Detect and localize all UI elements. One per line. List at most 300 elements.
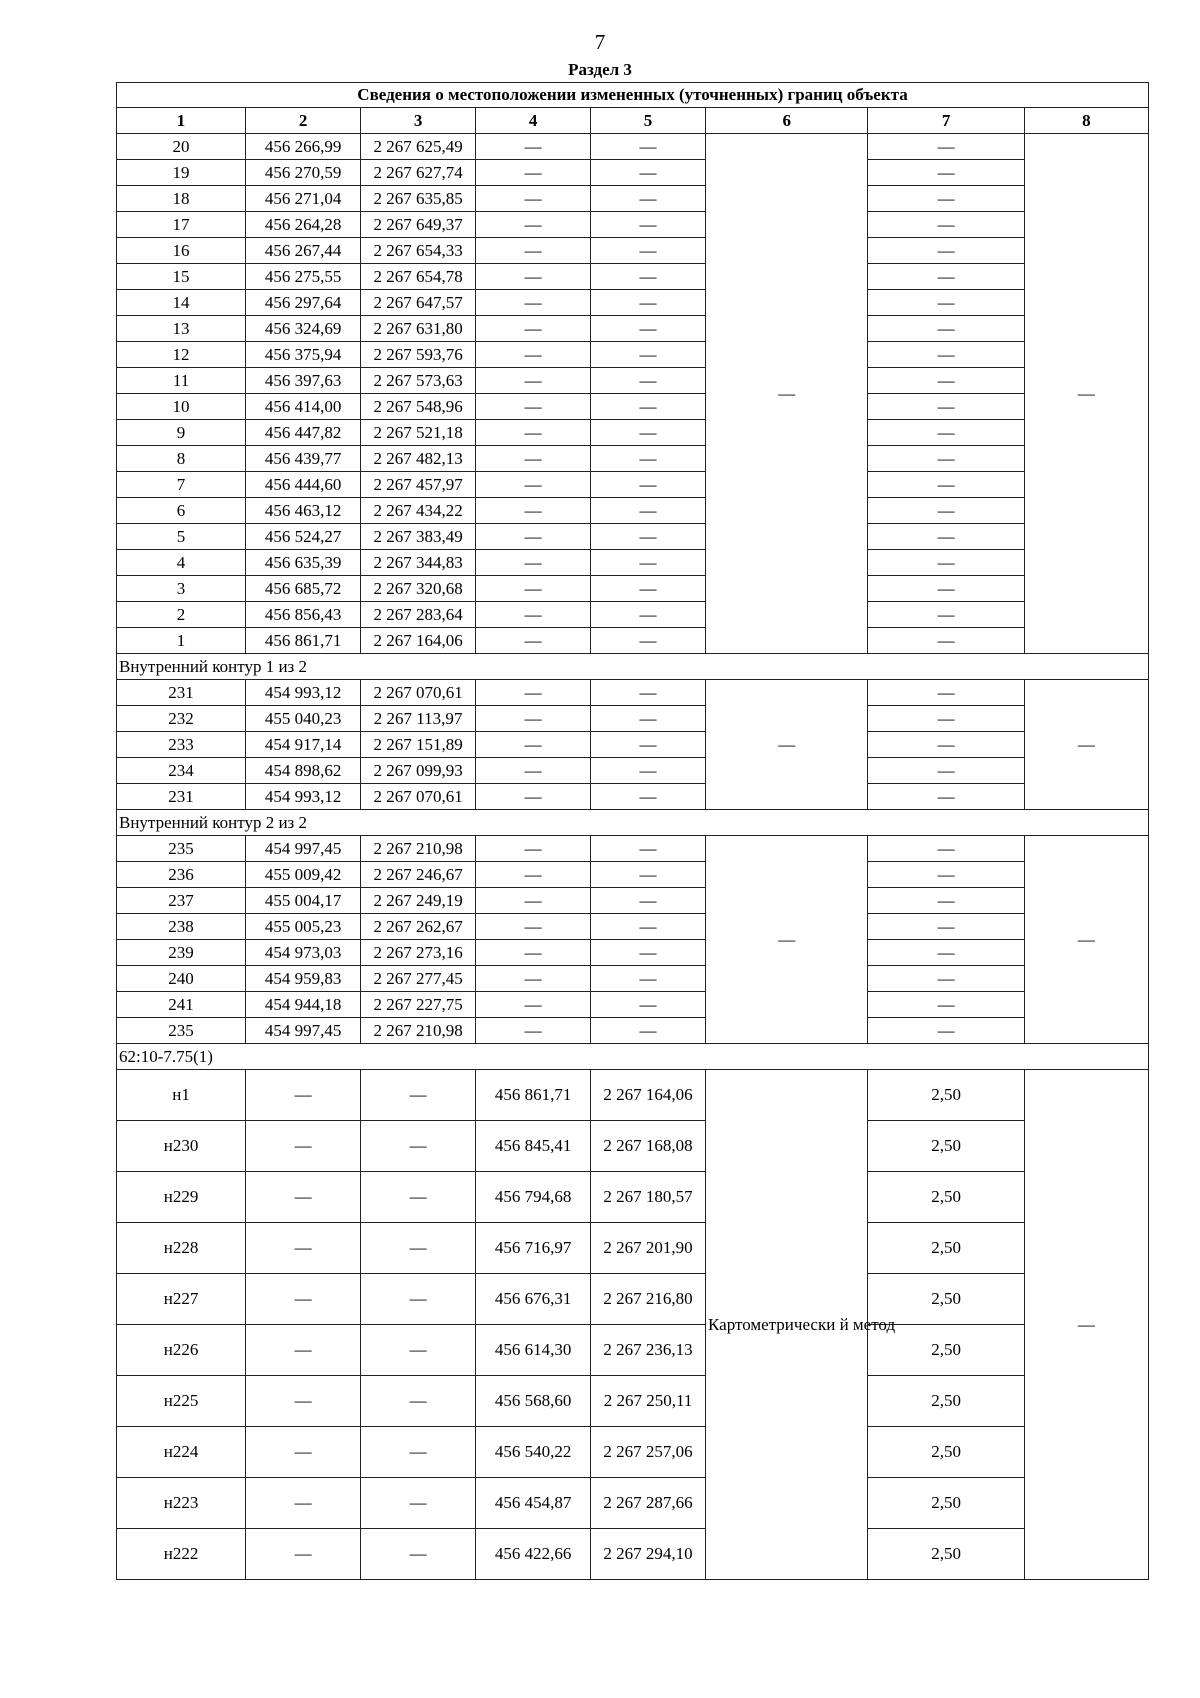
table-row bbox=[117, 706, 1149, 732]
new-x: 456 861,71 bbox=[476, 1070, 591, 1121]
new-x: — bbox=[476, 368, 591, 394]
new-x: — bbox=[476, 784, 591, 810]
table-row bbox=[117, 966, 1149, 992]
table-row bbox=[117, 1274, 1149, 1325]
existing-x: 454 944,18 bbox=[246, 992, 361, 1018]
new-x: 456 422,66 bbox=[476, 1529, 591, 1580]
accuracy-cell: — bbox=[868, 888, 1024, 914]
point-number: 18 bbox=[117, 186, 246, 212]
table-row bbox=[117, 394, 1149, 420]
new-y: 2 267 164,06 bbox=[591, 1070, 706, 1121]
accuracy-cell: — bbox=[868, 966, 1024, 992]
new-x: — bbox=[476, 524, 591, 550]
accuracy-cell: — bbox=[868, 160, 1024, 186]
method-cell: — bbox=[706, 680, 868, 810]
existing-y: 2 267 593,76 bbox=[361, 342, 476, 368]
existing-x: 454 997,45 bbox=[246, 1018, 361, 1044]
existing-x: 455 040,23 bbox=[246, 706, 361, 732]
existing-x: 456 275,55 bbox=[246, 264, 361, 290]
existing-y: 2 267 434,22 bbox=[361, 498, 476, 524]
existing-x: — bbox=[246, 1121, 361, 1172]
existing-x: 456 324,69 bbox=[246, 316, 361, 342]
point-number: 235 bbox=[117, 836, 246, 862]
section-title: Раздел 3 bbox=[568, 60, 632, 79]
accuracy-cell: — bbox=[868, 134, 1024, 160]
table-row bbox=[117, 1529, 1149, 1580]
new-x: — bbox=[476, 966, 591, 992]
point-number: н226 bbox=[117, 1325, 246, 1376]
existing-y: — bbox=[361, 1325, 476, 1376]
existing-x: 454 997,45 bbox=[246, 836, 361, 862]
table-row bbox=[117, 680, 1149, 706]
accuracy-cell: — bbox=[868, 446, 1024, 472]
accuracy-cell: 2,50 bbox=[868, 1223, 1024, 1274]
point-number: 238 bbox=[117, 914, 246, 940]
existing-x: — bbox=[246, 1070, 361, 1121]
new-x: — bbox=[476, 758, 591, 784]
new-x: — bbox=[476, 186, 591, 212]
existing-y: 2 267 210,98 bbox=[361, 836, 476, 862]
point-number: 20 bbox=[117, 134, 246, 160]
table-row bbox=[117, 368, 1149, 394]
new-x: — bbox=[476, 238, 591, 264]
table-row bbox=[117, 1376, 1149, 1427]
point-number: 15 bbox=[117, 264, 246, 290]
existing-y: 2 267 320,68 bbox=[361, 576, 476, 602]
accuracy-cell: — bbox=[868, 576, 1024, 602]
new-x: — bbox=[476, 836, 591, 862]
table-row bbox=[117, 1018, 1149, 1044]
existing-x: — bbox=[246, 1172, 361, 1223]
existing-y: 2 267 383,49 bbox=[361, 524, 476, 550]
accuracy-cell: 2,50 bbox=[868, 1070, 1024, 1121]
point-number: 237 bbox=[117, 888, 246, 914]
existing-y: 2 267 482,13 bbox=[361, 446, 476, 472]
table-row bbox=[117, 524, 1149, 550]
existing-y: 2 267 649,37 bbox=[361, 212, 476, 238]
existing-x: 456 267,44 bbox=[246, 238, 361, 264]
parcel-section-heading bbox=[117, 1044, 1149, 1070]
existing-x: — bbox=[246, 1376, 361, 1427]
new-y: — bbox=[591, 264, 706, 290]
new-x: 456 540,22 bbox=[476, 1427, 591, 1478]
accuracy-cell: 2,50 bbox=[868, 1478, 1024, 1529]
new-y: 2 267 236,13 bbox=[591, 1325, 706, 1376]
existing-y: 2 267 627,74 bbox=[361, 160, 476, 186]
boundary-coordinates-table bbox=[116, 82, 1149, 1580]
new-x: — bbox=[476, 550, 591, 576]
new-y: 2 267 168,08 bbox=[591, 1121, 706, 1172]
new-x: — bbox=[476, 628, 591, 654]
point-number: 240 bbox=[117, 966, 246, 992]
existing-y: 2 267 273,16 bbox=[361, 940, 476, 966]
new-y: — bbox=[591, 758, 706, 784]
existing-x: 455 009,42 bbox=[246, 862, 361, 888]
table-row bbox=[117, 1121, 1149, 1172]
column-header-4: 4 bbox=[476, 108, 591, 134]
point-number: 241 bbox=[117, 992, 246, 1018]
point-number: 1 bbox=[117, 628, 246, 654]
existing-y: 2 267 070,61 bbox=[361, 680, 476, 706]
table-row bbox=[117, 212, 1149, 238]
accuracy-cell: — bbox=[868, 212, 1024, 238]
new-y: — bbox=[591, 290, 706, 316]
existing-x: 454 993,12 bbox=[246, 784, 361, 810]
point-number: 239 bbox=[117, 940, 246, 966]
table-row bbox=[117, 1070, 1149, 1121]
accuracy-cell: — bbox=[868, 368, 1024, 394]
existing-x: 456 856,43 bbox=[246, 602, 361, 628]
table-row bbox=[117, 1325, 1149, 1376]
existing-x: 456 444,60 bbox=[246, 472, 361, 498]
new-x: — bbox=[476, 394, 591, 420]
point-number: 16 bbox=[117, 238, 246, 264]
existing-y: — bbox=[361, 1223, 476, 1274]
column-header-6: 6 bbox=[706, 108, 868, 134]
new-x: — bbox=[476, 602, 591, 628]
existing-y: 2 267 457,97 bbox=[361, 472, 476, 498]
accuracy-cell: — bbox=[868, 472, 1024, 498]
point-number: 3 bbox=[117, 576, 246, 602]
column-header-3: 3 bbox=[361, 108, 476, 134]
new-x: — bbox=[476, 316, 591, 342]
new-x: — bbox=[476, 134, 591, 160]
existing-y: — bbox=[361, 1427, 476, 1478]
accuracy-cell: — bbox=[868, 550, 1024, 576]
column-header-1: 1 bbox=[117, 108, 246, 134]
point-number: 6 bbox=[117, 498, 246, 524]
page-number: 7 bbox=[594, 30, 606, 54]
table-row bbox=[117, 602, 1149, 628]
new-y: — bbox=[591, 498, 706, 524]
table-row bbox=[117, 446, 1149, 472]
existing-y: 2 267 249,19 bbox=[361, 888, 476, 914]
new-y: — bbox=[591, 862, 706, 888]
point-number: 7 bbox=[117, 472, 246, 498]
existing-y: 2 267 344,83 bbox=[361, 550, 476, 576]
existing-y: 2 267 283,64 bbox=[361, 602, 476, 628]
description-cell: — bbox=[1024, 134, 1148, 654]
table-row bbox=[117, 758, 1149, 784]
new-y: 2 267 257,06 bbox=[591, 1427, 706, 1478]
point-number: н222 bbox=[117, 1529, 246, 1580]
existing-x: 455 005,23 bbox=[246, 914, 361, 940]
table-row bbox=[117, 862, 1149, 888]
point-number: 12 bbox=[117, 342, 246, 368]
existing-x: — bbox=[246, 1223, 361, 1274]
table-row bbox=[117, 550, 1149, 576]
point-number: 9 bbox=[117, 420, 246, 446]
new-x: — bbox=[476, 940, 591, 966]
new-y: — bbox=[591, 394, 706, 420]
accuracy-cell: — bbox=[868, 680, 1024, 706]
existing-x: — bbox=[246, 1427, 361, 1478]
column-header-8: 8 bbox=[1024, 108, 1148, 134]
existing-y: 2 267 647,57 bbox=[361, 290, 476, 316]
new-x: — bbox=[476, 446, 591, 472]
accuracy-cell: 2,50 bbox=[868, 1274, 1024, 1325]
new-x: — bbox=[476, 212, 591, 238]
table-row bbox=[117, 238, 1149, 264]
existing-y: — bbox=[361, 1172, 476, 1223]
existing-x: 456 463,12 bbox=[246, 498, 361, 524]
point-number: 235 bbox=[117, 1018, 246, 1044]
accuracy-cell: — bbox=[868, 628, 1024, 654]
existing-x: 454 917,14 bbox=[246, 732, 361, 758]
table-row bbox=[117, 316, 1149, 342]
new-x: 456 454,87 bbox=[476, 1478, 591, 1529]
new-y: — bbox=[591, 524, 706, 550]
point-number: н223 bbox=[117, 1478, 246, 1529]
existing-y: — bbox=[361, 1478, 476, 1529]
accuracy-cell: — bbox=[868, 394, 1024, 420]
existing-y: 2 267 521,18 bbox=[361, 420, 476, 446]
existing-y: 2 267 262,67 bbox=[361, 914, 476, 940]
accuracy-cell: — bbox=[868, 524, 1024, 550]
accuracy-cell: — bbox=[868, 706, 1024, 732]
new-x: — bbox=[476, 342, 591, 368]
column-header-5: 5 bbox=[591, 108, 706, 134]
table-row bbox=[117, 1478, 1149, 1529]
new-x: 456 716,97 bbox=[476, 1223, 591, 1274]
existing-x: 455 004,17 bbox=[246, 888, 361, 914]
table-row bbox=[117, 134, 1149, 160]
accuracy-cell: — bbox=[868, 342, 1024, 368]
accuracy-cell: 2,50 bbox=[868, 1325, 1024, 1376]
existing-x: 454 959,83 bbox=[246, 966, 361, 992]
table-row bbox=[117, 914, 1149, 940]
existing-x: 456 266,99 bbox=[246, 134, 361, 160]
accuracy-cell: — bbox=[868, 836, 1024, 862]
existing-x: 456 375,94 bbox=[246, 342, 361, 368]
point-number: 233 bbox=[117, 732, 246, 758]
existing-x: 456 439,77 bbox=[246, 446, 361, 472]
existing-x: 454 973,03 bbox=[246, 940, 361, 966]
point-number: 11 bbox=[117, 368, 246, 394]
existing-x: 456 270,59 bbox=[246, 160, 361, 186]
existing-y: 2 267 654,33 bbox=[361, 238, 476, 264]
existing-y: 2 267 625,49 bbox=[361, 134, 476, 160]
new-x: 456 845,41 bbox=[476, 1121, 591, 1172]
existing-y: 2 267 210,98 bbox=[361, 1018, 476, 1044]
table-row bbox=[117, 1172, 1149, 1223]
table-row bbox=[117, 186, 1149, 212]
method-cell: — bbox=[706, 134, 868, 654]
existing-y: 2 267 164,06 bbox=[361, 628, 476, 654]
new-y: 2 267 180,57 bbox=[591, 1172, 706, 1223]
point-number: 14 bbox=[117, 290, 246, 316]
point-number: 19 bbox=[117, 160, 246, 186]
new-y: 2 267 216,80 bbox=[591, 1274, 706, 1325]
point-number: н230 bbox=[117, 1121, 246, 1172]
new-y: — bbox=[591, 316, 706, 342]
accuracy-cell: — bbox=[868, 316, 1024, 342]
existing-y: 2 267 227,75 bbox=[361, 992, 476, 1018]
new-y: — bbox=[591, 342, 706, 368]
new-x: — bbox=[476, 420, 591, 446]
existing-y: 2 267 151,89 bbox=[361, 732, 476, 758]
existing-y: 2 267 631,80 bbox=[361, 316, 476, 342]
new-y: — bbox=[591, 784, 706, 810]
existing-x: — bbox=[246, 1325, 361, 1376]
point-number: н228 bbox=[117, 1223, 246, 1274]
point-number: 10 bbox=[117, 394, 246, 420]
new-y: 2 267 201,90 bbox=[591, 1223, 706, 1274]
table-row bbox=[117, 940, 1149, 966]
new-x: — bbox=[476, 290, 591, 316]
table-row bbox=[117, 732, 1149, 758]
new-x: — bbox=[476, 472, 591, 498]
point-number: 5 bbox=[117, 524, 246, 550]
table-row bbox=[117, 576, 1149, 602]
new-y: — bbox=[591, 212, 706, 238]
inner-contour-2-heading bbox=[117, 810, 1149, 836]
existing-x: 454 993,12 bbox=[246, 680, 361, 706]
accuracy-cell: — bbox=[868, 862, 1024, 888]
accuracy-cell: — bbox=[868, 498, 1024, 524]
new-y: — bbox=[591, 628, 706, 654]
table-row bbox=[117, 992, 1149, 1018]
new-y: 2 267 250,11 bbox=[591, 1376, 706, 1427]
new-y: — bbox=[591, 472, 706, 498]
accuracy-cell: — bbox=[868, 186, 1024, 212]
table-row bbox=[117, 1223, 1149, 1274]
new-y: — bbox=[591, 1018, 706, 1044]
new-y: — bbox=[591, 160, 706, 186]
accuracy-cell: — bbox=[868, 784, 1024, 810]
new-x: — bbox=[476, 992, 591, 1018]
existing-x: 456 397,63 bbox=[246, 368, 361, 394]
new-x: 456 568,60 bbox=[476, 1376, 591, 1427]
existing-y: — bbox=[361, 1274, 476, 1325]
new-y: — bbox=[591, 446, 706, 472]
new-x: — bbox=[476, 498, 591, 524]
point-number: н227 bbox=[117, 1274, 246, 1325]
new-x: — bbox=[476, 1018, 591, 1044]
existing-y: 2 267 099,93 bbox=[361, 758, 476, 784]
accuracy-cell: — bbox=[868, 940, 1024, 966]
existing-x: — bbox=[246, 1529, 361, 1580]
new-x: — bbox=[476, 264, 591, 290]
new-y: — bbox=[591, 732, 706, 758]
existing-y: 2 267 573,63 bbox=[361, 368, 476, 394]
table-caption: Сведения о местоположении измененных (уточненных) границ объекта bbox=[117, 83, 1149, 108]
point-number: 231 bbox=[117, 680, 246, 706]
existing-y: 2 267 070,61 bbox=[361, 784, 476, 810]
existing-x: 456 635,39 bbox=[246, 550, 361, 576]
new-x: 456 676,31 bbox=[476, 1274, 591, 1325]
existing-x: 456 264,28 bbox=[246, 212, 361, 238]
existing-x: — bbox=[246, 1274, 361, 1325]
table-row bbox=[117, 420, 1149, 446]
accuracy-cell: 2,50 bbox=[868, 1427, 1024, 1478]
new-x: 456 614,30 bbox=[476, 1325, 591, 1376]
new-y: 2 267 294,10 bbox=[591, 1529, 706, 1580]
point-number: н229 bbox=[117, 1172, 246, 1223]
inner-contour-2-heading-title: Внутренний контур 2 из 2 bbox=[117, 810, 1149, 836]
new-y: 2 267 287,66 bbox=[591, 1478, 706, 1529]
accuracy-cell: 2,50 bbox=[868, 1529, 1024, 1580]
description-cell: — bbox=[1024, 1070, 1148, 1580]
new-x: — bbox=[476, 888, 591, 914]
accuracy-cell: — bbox=[868, 732, 1024, 758]
table-row bbox=[117, 264, 1149, 290]
inner-contour-1-heading-title: Внутренний контур 1 из 2 bbox=[117, 654, 1149, 680]
new-x: — bbox=[476, 914, 591, 940]
method-cell: — bbox=[706, 836, 868, 1044]
existing-y: 2 267 654,78 bbox=[361, 264, 476, 290]
point-number: 4 bbox=[117, 550, 246, 576]
table-row bbox=[117, 888, 1149, 914]
inner-contour-1-heading bbox=[117, 654, 1149, 680]
existing-y: 2 267 246,67 bbox=[361, 862, 476, 888]
new-y: — bbox=[591, 238, 706, 264]
existing-x: 456 861,71 bbox=[246, 628, 361, 654]
accuracy-cell: — bbox=[868, 914, 1024, 940]
existing-x: 454 898,62 bbox=[246, 758, 361, 784]
new-y: — bbox=[591, 602, 706, 628]
point-number: н225 bbox=[117, 1376, 246, 1427]
point-number: 232 bbox=[117, 706, 246, 732]
new-y: — bbox=[591, 550, 706, 576]
new-y: — bbox=[591, 368, 706, 394]
existing-x: 456 447,82 bbox=[246, 420, 361, 446]
existing-x: — bbox=[246, 1478, 361, 1529]
point-number: 8 bbox=[117, 446, 246, 472]
point-number: 231 bbox=[117, 784, 246, 810]
accuracy-cell: — bbox=[868, 602, 1024, 628]
accuracy-cell: — bbox=[868, 264, 1024, 290]
column-header-7: 7 bbox=[868, 108, 1024, 134]
new-y: — bbox=[591, 992, 706, 1018]
point-number: 17 bbox=[117, 212, 246, 238]
new-y: — bbox=[591, 134, 706, 160]
new-y: — bbox=[591, 420, 706, 446]
point-number: 13 bbox=[117, 316, 246, 342]
new-y: — bbox=[591, 966, 706, 992]
point-number: 234 bbox=[117, 758, 246, 784]
accuracy-cell: 2,50 bbox=[868, 1121, 1024, 1172]
accuracy-cell: — bbox=[868, 992, 1024, 1018]
accuracy-cell: — bbox=[868, 758, 1024, 784]
accuracy-cell: — bbox=[868, 238, 1024, 264]
existing-y: — bbox=[361, 1376, 476, 1427]
method-cell: Картометрически й метод bbox=[706, 1070, 868, 1580]
new-y: — bbox=[591, 706, 706, 732]
table-row bbox=[117, 342, 1149, 368]
new-x: — bbox=[476, 680, 591, 706]
description-cell: — bbox=[1024, 836, 1148, 1044]
table-row bbox=[117, 498, 1149, 524]
table-row bbox=[117, 784, 1149, 810]
new-x: — bbox=[476, 160, 591, 186]
new-x: — bbox=[476, 706, 591, 732]
accuracy-cell: — bbox=[868, 290, 1024, 316]
table-row bbox=[117, 836, 1149, 862]
new-x: — bbox=[476, 576, 591, 602]
parcel-section-heading-title: 62:10-7.75(1) bbox=[117, 1044, 1149, 1070]
table-row bbox=[117, 472, 1149, 498]
description-cell: — bbox=[1024, 680, 1148, 810]
accuracy-cell: — bbox=[868, 420, 1024, 446]
new-y: — bbox=[591, 914, 706, 940]
new-x: — bbox=[476, 732, 591, 758]
existing-y: — bbox=[361, 1070, 476, 1121]
accuracy-cell: — bbox=[868, 1018, 1024, 1044]
existing-y: — bbox=[361, 1121, 476, 1172]
new-y: — bbox=[591, 186, 706, 212]
new-y: — bbox=[591, 836, 706, 862]
